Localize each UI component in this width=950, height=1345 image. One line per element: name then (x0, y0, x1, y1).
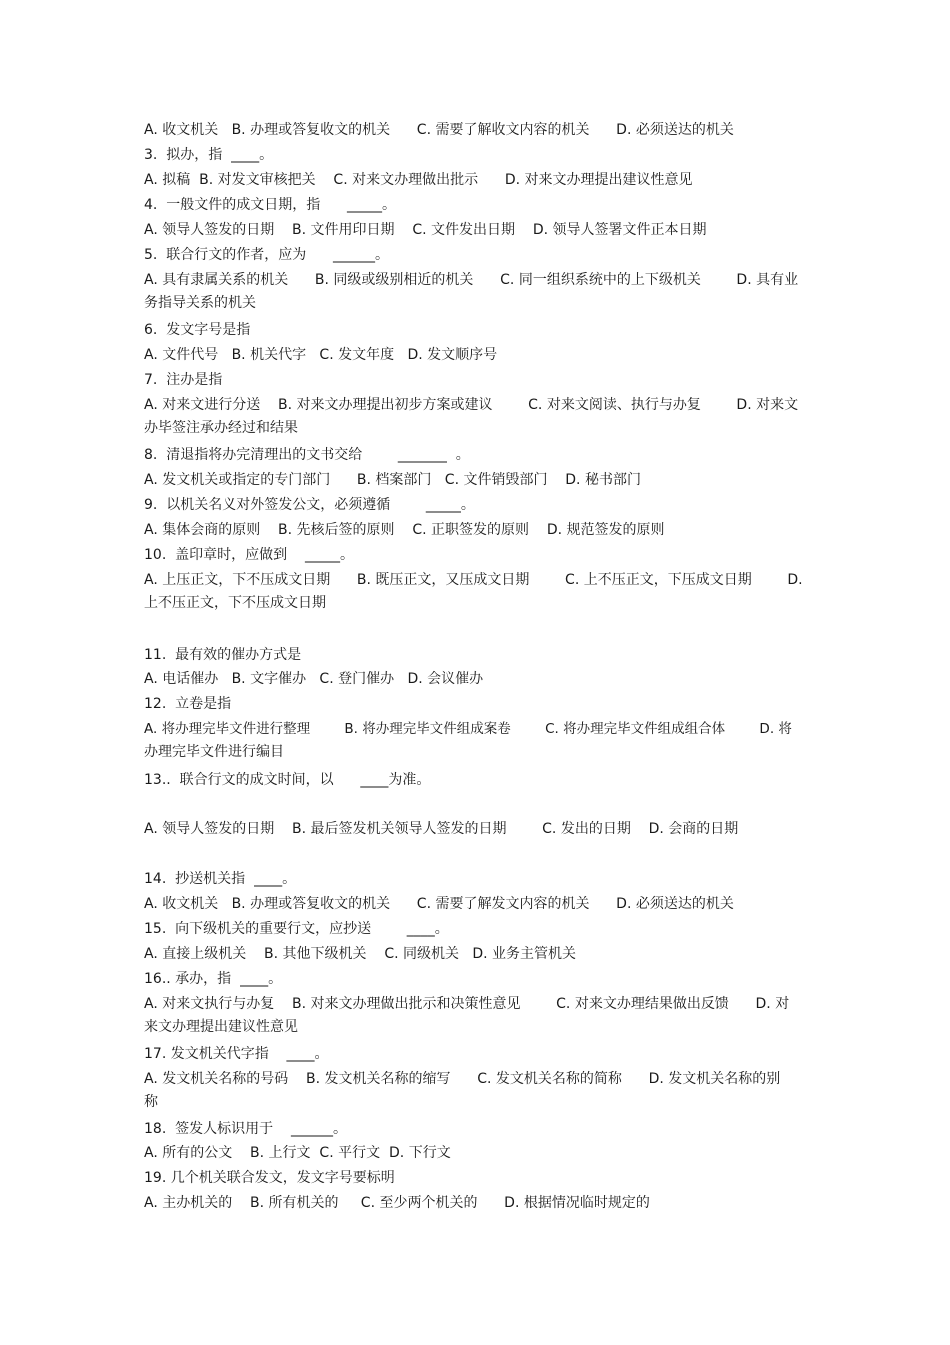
question-line: 18. 签发人标识用于 ______。 (144, 1121, 347, 1137)
option-line: A. 主办机关的 B. 所有机关的 C. 至少两个机关的 D. 根据情况临时规定的 (144, 1195, 650, 1211)
question-line: 5. 联合行文的作者，应为 ______。 (144, 247, 389, 263)
question-line: 10. 盖印章时，应做到 _____。 (144, 547, 354, 563)
question-line: 6. 发文字号是指 (144, 322, 251, 338)
option-line: 上不压正文，下不压成文日期 (144, 595, 326, 611)
question-line: 8. 清退指将办完清理出的文书交给 _______ 。 (144, 447, 470, 463)
question-line: 3. 拟办，指 ____。 (144, 147, 274, 163)
question-line: 11. 最有效的催办方式是 (144, 647, 302, 663)
option-line: A. 发文机关或指定的专门部门 B. 档案部门 C. 文件销毁部门 D. 秘书部门 (144, 472, 641, 488)
option-line: A. 拟稿 B. 对发文审核把关 C. 对来文办理做出批示 D. 对来文办理提出建议性意见 (144, 172, 693, 188)
option-line: 称 (144, 1094, 158, 1110)
option-line: A. 收文机关 B. 办理或答复收文的机关 C. 需要了解收文内容的机关 D. 必须送达的机关 (144, 122, 734, 138)
question-line: 16.. 承办，指 ____。 (144, 971, 283, 987)
option-line: A. 上压正文，下不压成文日期 B. 既压正文，又压成文日期 C. 上不压正文，下压成文日期 D. (144, 572, 803, 588)
option-line: 来文办理提出建议性意见 (144, 1019, 298, 1035)
option-line: A. 领导人签发的日期 B. 最后签发机关领导人签发的日期 C. 发出的日期 D. 会商的日期 (144, 821, 739, 837)
question-line: 14. 抄送机关指 ____。 (144, 871, 297, 887)
question-line: 7. 注办是指 (144, 372, 223, 388)
question-line: 15. 向下级机关的重要行文，应抄送 ____。 (144, 921, 449, 937)
option-line: 办毕签注承办经过和结果 (144, 420, 298, 436)
question-line: 4. 一般文件的成文日期，指 _____。 (144, 197, 396, 213)
option-line: A. 集体会商的原则 B. 先核后签的原则 C. 正职签发的原则 D. 规范签发的原则 (144, 522, 665, 538)
option-line: A. 所有的公文 B. 上行文 C. 平行文 D. 下行文 (144, 1145, 451, 1161)
option-line: 办理完毕文件进行编目 (144, 744, 284, 760)
option-line: A. 直接上级机关 B. 其他下级机关 C. 同级机关 D. 业务主管机关 (144, 946, 577, 962)
option-line: A. 收文机关 B. 办理或答复收文的机关 C. 需要了解发文内容的机关 D. 必须送达的机关 (144, 896, 734, 912)
option-line: A. 文件代号 B. 机关代字 C. 发文年度 D. 发文顺序号 (144, 347, 498, 363)
option-line: 务指导关系的机关 (144, 295, 256, 311)
option-line: A. 将办理完毕文件进行整理 B. 将办理完毕文件组成案卷 C. 将办理完毕文件组成组合体 D. 将 (144, 721, 792, 737)
question-line: 17. 发文机关代字指 ____。 (144, 1046, 329, 1062)
question-line: 19. 几个机关联合发文，发文字号要标明 (144, 1170, 395, 1186)
option-line: A. 对来文进行分送 B. 对来文办理提出初步方案或建议 C. 对来文阅读、执行与办复 D. 对来文 (144, 397, 799, 413)
option-line: A. 领导人签发的日期 B. 文件用印日期 C. 文件发出日期 D. 领导人签署文件正本日期 (144, 222, 707, 238)
option-line: A. 发文机关名称的号码 B. 发文机关名称的缩写 C. 发文机关名称的简称 D. 发文机关名称的别 (144, 1071, 781, 1087)
option-line: A. 对来文执行与办复 B. 对来文办理做出批示和决策性意见 C. 对来文办理结果做出反馈 D. 对 (144, 996, 790, 1012)
question-line: 9. 以机关名义对外签发公文，必须遵循 _____。 (144, 497, 475, 513)
option-line: A. 电话催办 B. 文字催办 C. 登门催办 D. 会议催办 (144, 671, 484, 687)
question-line: 12. 立卷是指 (144, 696, 232, 712)
option-line: A. 具有隶属关系的机关 B. 同级或级别相近的机关 C. 同一组织系统中的上下级机关 D. 具有业 (144, 272, 799, 288)
question-line: 13.. 联合行文的成文时间，以 ____为准。 (144, 772, 431, 788)
